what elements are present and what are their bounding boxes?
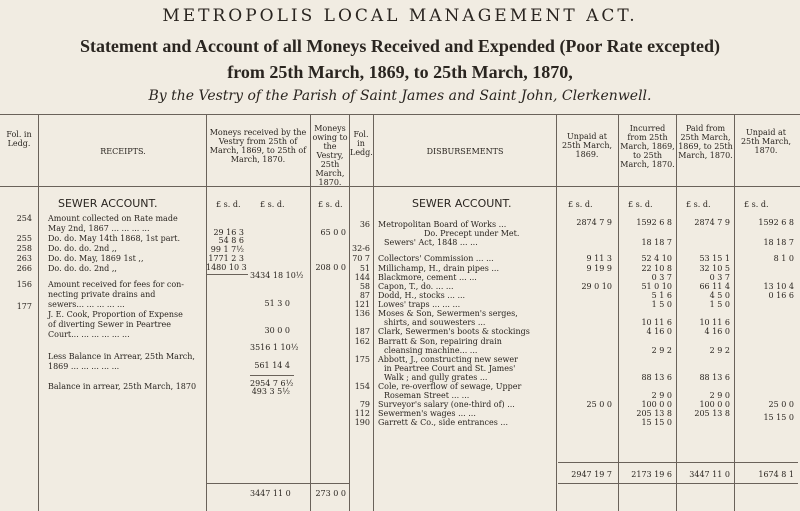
total-owing: 273 0 0 <box>315 489 346 498</box>
unpaid-1870-amount: 18 18 7 <box>763 238 794 247</box>
received-amount: 1480 10 3 <box>206 263 247 272</box>
receipt-line: Do. do. do. 2nd ,, <box>48 244 117 253</box>
incurred-amount: 4 16 0 <box>646 327 672 336</box>
disb-fol: 154 <box>354 382 370 391</box>
disb-line: Cole, re-overflow of sewage, Upper <box>378 382 522 391</box>
unpaid-1870-amount: 13 10 4 <box>763 282 794 291</box>
col-header-receipts: RECEIPTS. <box>100 147 146 156</box>
col-rule <box>734 114 735 511</box>
unpaid-1869-amount: 29 0 10 <box>581 282 612 291</box>
incurred-amount: 51 0 10 <box>641 282 672 291</box>
receipt-line: Less Balance in Arrear, 25th March, <box>48 352 195 361</box>
disb-fol: 187 <box>354 327 370 336</box>
receipt-line: Amount received for fees for con- <box>48 280 185 289</box>
disb-line: Barratt & Son, repairing drain <box>378 337 502 346</box>
disb-fol: 136 <box>354 309 370 318</box>
disb-line: Metropolitan Board of Works ... <box>378 220 507 229</box>
money-head: £ s. d. <box>318 200 343 209</box>
receipt-fol: 255 <box>16 234 32 243</box>
incurred-amount: 52 4 10 <box>641 254 672 263</box>
disb-fol: 79 <box>359 400 370 409</box>
receipt-line: of diverting Sewer in Peartree <box>48 320 171 329</box>
receipt-line: 1869 ... ... ... ... ... <box>48 362 120 371</box>
paid-amount: 2874 7 9 <box>694 218 730 227</box>
paid-amount: 4 16 0 <box>704 327 730 336</box>
col-header-fol: Fol. in Ledg. <box>6 130 32 148</box>
col-header-unpaid-1869: Unpaid at 25th March, 1869. <box>561 132 613 159</box>
receipts-totals-rule <box>206 483 349 484</box>
owing-amount: 208 0 0 <box>315 263 346 272</box>
money-head: £ s. d. <box>216 200 241 209</box>
unpaid-1869-amount: 2874 7 9 <box>576 218 612 227</box>
col-rule <box>618 114 619 511</box>
disb-fol: 112 <box>354 409 370 418</box>
col-rule <box>206 114 207 511</box>
disb-fol: 70 7 <box>352 254 370 263</box>
disb-fol: 87 <box>359 291 370 300</box>
unpaid-1870-amount: 25 0 0 <box>768 400 794 409</box>
col-rule <box>310 114 311 511</box>
receipt-line: Do. do. do. 2nd ,, <box>48 264 117 273</box>
incurred-amount: 205 13 8 <box>636 409 672 418</box>
disbursements-section-title: SEWER ACCOUNT. <box>412 197 512 210</box>
total-incurred: 2173 19 6 <box>631 470 672 479</box>
disb-line: Moses & Son, Sewermen's serges, <box>378 309 518 318</box>
subtotal-rule <box>250 375 294 376</box>
receipt-fol: 156 <box>16 280 32 289</box>
receipt-fol: 254 <box>16 214 32 223</box>
col-header-moneys-owing: Moneys owing to the Vestry, 25th March, 1870. <box>312 124 348 187</box>
received-amount: 99 1 7½ <box>210 245 244 254</box>
received-amount: 30 0 0 <box>264 326 290 335</box>
disb-line: Collectors' Commission ... ... <box>378 254 494 263</box>
disb-line: Roseman Street ... ... <box>384 391 470 400</box>
received-amount: 3516 1 10½ <box>250 343 299 352</box>
disb-fol: 36 <box>359 220 370 229</box>
receipt-fol: 266 <box>16 264 32 273</box>
unpaid-1869-amount: 9 19 9 <box>586 264 612 273</box>
paid-amount: 0 3 7 <box>709 273 730 282</box>
disb-line: Walk ; and gully grates ... <box>384 373 488 382</box>
received-amount: 3434 18 10½ <box>250 271 304 280</box>
unpaid-1869-amount: 25 0 0 <box>586 400 612 409</box>
money-head: £ s. d. <box>744 200 769 209</box>
received-amount: 29 16 3 <box>213 228 244 237</box>
incurred-amount: 0 3 7 <box>651 273 672 282</box>
disb-fol: 190 <box>354 418 370 427</box>
col-header-unpaid-1870: Unpaid at 25th March, 1870. <box>740 128 792 155</box>
total-received: 3447 11 0 <box>250 489 291 498</box>
disb-line: Millichamp, H., drain pipes ... <box>378 264 500 273</box>
col-header-moneys-received: Moneys received by the Vestry from 25th of March, 1869, to 25th of March, 1870. <box>209 128 307 164</box>
received-amount: 51 3 0 <box>264 299 290 308</box>
disb-fol: 175 <box>354 355 370 364</box>
disb-fol: 58 <box>359 282 370 291</box>
incurred-amount: 5 1 6 <box>651 291 672 300</box>
incurred-amount: 15 15 0 <box>641 418 672 427</box>
incurred-amount: 1 5 0 <box>651 300 672 309</box>
disb-line: Surveyor's salary (one-third of) ... <box>378 400 515 409</box>
disb-line: Sewers' Act, 1848 ... ... <box>384 238 478 247</box>
received-amount: 493 3 5½ <box>251 387 290 396</box>
incurred-amount: 100 0 0 <box>641 400 672 409</box>
receipt-fol: 258 <box>16 244 32 253</box>
table-top-rule <box>0 114 800 115</box>
receipt-line: May 2nd, 1867 ... ... ... ... <box>48 224 150 233</box>
disb-fol: 32-6 <box>352 244 370 253</box>
col-header-incurred: Incurred from 25th March, 1869, to 25th March, 1870. <box>620 124 675 169</box>
unpaid-1870-amount: 0 16 6 <box>768 291 794 300</box>
paid-amount: 66 11 4 <box>699 282 730 291</box>
total-unpaid-1869: 2947 19 7 <box>571 470 612 479</box>
disb-line: shirts, and souwesters ... <box>384 318 486 327</box>
statement-title-line-2: from 25th March, 1869, to 25th March, 1870, <box>227 62 573 82</box>
paid-amount: 2 9 0 <box>709 391 730 400</box>
disb-line: Capon, T., do. ... ... <box>378 282 454 291</box>
receipt-line: J. E. Cook, Proportion of Expense <box>48 310 183 319</box>
received-amount: 561 14 4 <box>254 361 290 370</box>
money-head: £ s. d. <box>628 200 653 209</box>
disb-line: Sewermen's wages ... ... <box>378 409 476 418</box>
incurred-amount: 1592 6 8 <box>636 218 672 227</box>
incurred-amount: 10 11 6 <box>641 318 672 327</box>
col-rule <box>556 114 557 511</box>
paid-amount: 32 10 5 <box>699 264 730 273</box>
subtotal-rule <box>206 274 248 275</box>
unpaid-1869-amount: 9 11 3 <box>586 254 612 263</box>
disb-line: Dodd, H., stocks ... ... <box>378 291 466 300</box>
incurred-amount: 2 9 0 <box>651 391 672 400</box>
receipt-line: Court... ... ... ... ... ... <box>48 330 130 339</box>
money-head: £ s. d. <box>686 200 711 209</box>
receipt-line: Do. do. May 14th 1868, 1st part. <box>48 234 181 243</box>
paid-amount: 1 5 0 <box>709 300 730 309</box>
col-header-fol-2: Fol. in Ledg. <box>350 130 373 157</box>
receipt-line: Do. do. May, 1869 1st ,, <box>48 254 144 263</box>
received-amount: 54 8 6 <box>218 236 244 245</box>
incurred-amount: 2 9 2 <box>651 346 672 355</box>
receipt-fol: 177 <box>16 302 32 311</box>
paid-amount: 4 5 0 <box>709 291 730 300</box>
unpaid-1870-amount: 15 15 0 <box>763 413 794 422</box>
statement-title-line-1: Statement and Account of all Moneys Received and Expended (Poor Rate excepted) <box>79 36 721 56</box>
unpaid-1870-amount: 1592 6 8 <box>758 218 794 227</box>
disb-line: Garrett & Co., side entrances ... <box>378 418 509 427</box>
table-header-rule <box>0 186 800 187</box>
paid-amount: 88 13 6 <box>699 373 730 382</box>
total-paid: 3447 11 0 <box>689 470 730 479</box>
col-header-paid: Paid from 25th March, 1869, to 25th March, 1870. <box>678 124 733 160</box>
totals-rule <box>558 483 798 484</box>
incurred-amount: 22 10 8 <box>641 264 672 273</box>
total-unpaid-1870: 1674 8 1 <box>758 470 794 479</box>
incurred-amount: 88 13 6 <box>641 373 672 382</box>
col-rule <box>676 114 677 511</box>
receipt-fol: 263 <box>16 254 32 263</box>
paid-amount: 205 13 8 <box>694 409 730 418</box>
paid-amount: 10 11 6 <box>699 318 730 327</box>
disb-fol: 162 <box>354 337 370 346</box>
unpaid-1870-amount: 8 1 0 <box>773 254 794 263</box>
col-rule <box>38 114 39 511</box>
incurred-amount: 18 18 7 <box>641 238 672 247</box>
col-rule <box>373 114 374 511</box>
receipt-line: sewers... ... ... ... ... <box>48 300 125 309</box>
vestry-subtitle: By the Vestry of the Parish of Saint James and Saint John, Clerkenwell. <box>148 88 652 104</box>
disb-line: cleansing machine... ... <box>384 346 478 355</box>
col-header-disbursements: DISBURSEMENTS <box>426 147 504 156</box>
act-title: METROPOLIS LOCAL MANAGEMENT ACT. <box>162 6 638 26</box>
paid-amount: 2 9 2 <box>709 346 730 355</box>
disb-fol: 144 <box>354 273 370 282</box>
disb-fol: 51 <box>359 264 370 273</box>
money-head: £ s. d. <box>260 200 285 209</box>
received-amount: 2954 7 6½ <box>250 379 294 388</box>
disb-line: in Peartree Court and St. James' <box>384 364 516 373</box>
receipts-section-title: SEWER ACCOUNT. <box>58 197 158 210</box>
receipt-line: Amount collected on Rate made <box>48 214 178 223</box>
paid-amount: 100 0 0 <box>699 400 730 409</box>
disb-line: Blackmore, cement ... ... <box>378 273 477 282</box>
disb-fol: 121 <box>354 300 370 309</box>
money-head: £ s. d. <box>568 200 593 209</box>
disb-line: Abbott, J., constructing new sewer <box>378 355 518 364</box>
disb-line: Lowes' traps ... ... ... <box>378 300 461 309</box>
received-amount: 1771 2 3 <box>208 254 244 263</box>
disb-line: Do. Precept under Met. <box>424 229 520 238</box>
owing-amount: 65 0 0 <box>320 228 346 237</box>
receipt-line: necting private drains and <box>48 290 156 299</box>
receipt-line: Balance in arrear, 25th March, 1870 <box>48 382 197 391</box>
disb-line: Clark, Sewermen's boots & stockings <box>378 327 530 336</box>
totals-rule <box>558 462 798 463</box>
paid-amount: 53 15 1 <box>699 254 730 263</box>
